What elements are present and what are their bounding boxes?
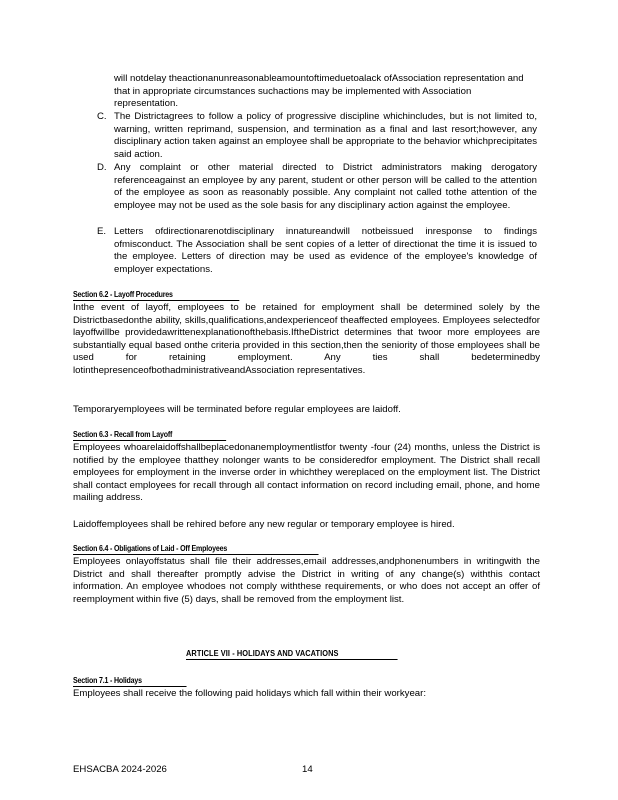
section-6-2-heading: Section 6.2 - Layoff Procedures	[73, 290, 239, 301]
section-6-3-paragraph-2: Laidoffemployees shall be rehired before any new regular or temporary employee is hired.	[73, 519, 455, 530]
section-7-1-paragraph-1: Employees shall receive the following paid holidays which fall within their workyear:	[73, 688, 427, 699]
list-item-d	[97, 162, 537, 212]
section-7-1-heading: Section 7.1 - Holidays	[73, 676, 187, 687]
section-6-2-paragraph-2: Temporaryemployees will be terminated before regular employees are laidoff.	[73, 404, 401, 415]
footer-page-number: 14	[302, 764, 313, 775]
list-item-label: E.	[97, 226, 107, 237]
section-6-4-heading: Section 6.4 - Obligations of Laid - Off Employees	[73, 544, 319, 555]
footer-doc-id: EHSACBA 2024-2026	[73, 764, 167, 775]
list-item-text: Any complaint or other material directed to District administrators making derogatory referenceagainst an employee by any parent, student or other person will be called to the attention of the employee as soon as reasonably possible. Any complaint not called tothe attention of the employee may not be used as the sole basis for any disciplinary action against the employee.	[114, 162, 537, 211]
section-6-4-paragraph-1: Employees onlayoffstatus shall file their addresses,email addresses,andphonenumbers in writingwith the District and shall thereafter promptly advise the District in writing of any change(s) withthis contact information. An employee whodoes not comply withthese requirements, or who does not accept an offer of reemployment within five (5) days, shall be removed from the employment list.	[73, 556, 540, 605]
list-item-c	[97, 111, 537, 161]
article-7-heading: ARTICLE VII - HOLIDAYS AND VACATIONS	[186, 648, 398, 660]
list-item-text: The Districtagrees to follow a policy of progressive discipline whichincludes, but is not limited to, warning, written reprimand, suspension, and termination as a final and last resort;however, any disciplinary action taken against an employee shall be appropriate to the behavior whichprecipitates said action.	[114, 111, 537, 160]
section-6-3-paragraph-1: Employees whoarelaidoffshallbeplacedonanemploymentlistfor twenty -four (24) months, unless the District is notified by the employee thatthey nolonger wants to be consideredfor employment. The District shall recall employees for employment in the inverse order in whichthey wereplaced on the employment list. The District shall contact employees for recall through all contact information on record including email, phone, and home mailing address.	[73, 442, 540, 504]
list-item-e	[97, 226, 537, 276]
list-item-label: C.	[97, 111, 107, 122]
section-6-3-heading: Section 6.3 - Recall from Layoff	[73, 430, 226, 441]
list-item-label: D.	[97, 162, 107, 173]
section-6-2-paragraph-1: Inthe event of layoff, employees to be retained for employment shall be determined solely by the Districtbasedonthe ability, skills,qualifications,andexperienceof theaffected employees. Employees selectedfor layoffwillbe providedawrittenexplanationofthebasis.IftheDistrict determines that twoor more employees are substantially equal based onthe criteria provided in this section,then the seniority of those employees shall be used for retaining employment. Any ties shall bedeterminedby lotinthepresenceofbothadministrativeandAssociation representatives.	[73, 302, 540, 376]
list-item-text: Letters ofdirectionarenotdisciplinary innatureandwill notbeissued inresponse to findings ofmisconduct. The Association shall be sent copies of a letter of directionat the time it is issued to the employee. Letters of direction may be used as evidence of the employee's knowledge of employer expectations.	[114, 226, 537, 275]
continuation-paragraph: will notdelay theactionanunreasonableamountoftimeduetoalack ofAssociation representation and that in appropriate circumstances suchactions may be implemented with Association representation.	[114, 73, 524, 110]
